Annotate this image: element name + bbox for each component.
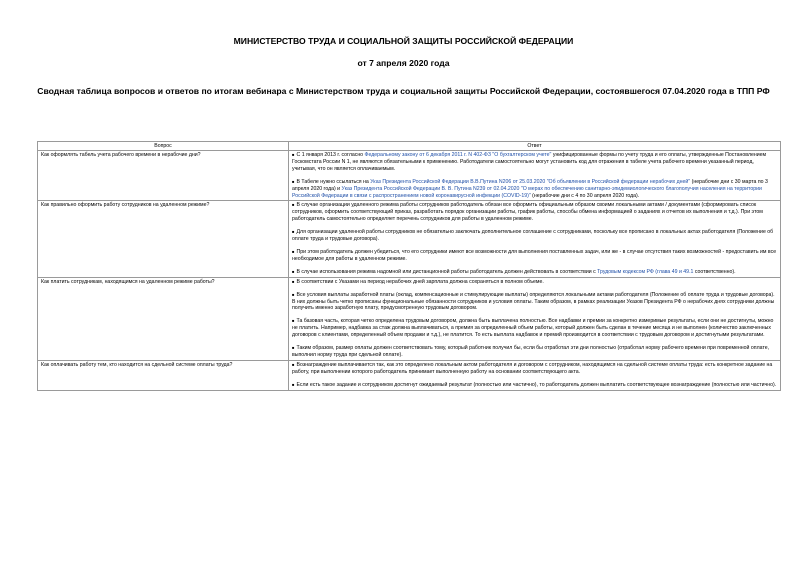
bullet-icon: ■ [292,361,296,367]
bullet-icon: ■ [292,268,296,274]
question-cell [38,201,289,277]
question-cell [38,277,289,360]
answer-paragraph [292,362,777,376]
table-row [38,360,781,390]
answer-text: В соответствии с Указами на период нерабочих дней зарплата должна сохраняться в полном объеме. [296,278,544,285]
answer-text: В случае использования режима надомной или дистанционной работы работодатель должен действовать в соответствии с [296,268,598,275]
answer-text: Если есть такое задание и сотрудником достигнут ожидаемый результат (полностью или частично), то работодатель должен выплатить соответствующее вознаграждение (полностью или частично). [296,381,777,388]
answer-text: Вознаграждение выплачивается так, как это определено локальным актом работодателя и договором с сотрудником, находящимся на сдельной системе оплаты труда: есть конкретное задание на работу, при выполнении которого работодатель принимает выполненную работу на основании соответствующего акта. [292,361,773,375]
answer-paragraph [292,382,777,389]
question-text: Как правильно оформить работу сотрудников на удаленном режиме? [41,202,210,209]
ministry-heading: МИНИСТЕРСТВО ТРУДА И СОЦИАЛЬНОЙ ЗАЩИТЫ РОССИЙСКОЙ ФЕДЕРАЦИИ [233,36,574,46]
bullet-icon: ■ [292,318,296,324]
question-text: Как платить сотрудникам, находящимся на удаленном режиме работы? [41,278,215,285]
answer-text: В случае организации удаленного режима работы сотрудников работодатель обязан все оформить официальным образом своими локальными актами / документами (сформировать список сотрудников, оформить соответствующий приказ, разработать порядок организации работы, график работы, способы обмена информацией о заданиях и отчетов их выполнения и т.д.). При этом работодатель самостоятельно определяет перечень сотрудников для работы в удаленном режиме. [292,202,763,223]
table-header-row [38,142,781,151]
bullet-icon: ■ [292,229,296,235]
legal-reference-link[interactable]: Трудовым кодексом РФ (глава 49 и 49.1 [597,268,694,275]
table-row [38,151,781,201]
answer-paragraph [292,152,777,173]
answer-text: С 1 января 2013 г. согласно [296,152,365,158]
bullet-icon: ■ [292,202,296,208]
table-row [38,201,781,277]
question-text: Как оплачивать работу тем, кто находится на сдельной системе оплаты труда? [41,361,233,368]
answer-paragraph [292,179,777,200]
answer-text: Таким образом, размер оплаты должен соответствовать тому, который работник получил бы, если бы отработал эти дни полностью (отработал норму рабочего времени при повременной оплате, выполнил норму труда при сдельной оплате). [292,345,770,358]
table-body [38,151,781,391]
bullet-icon: ■ [292,291,296,297]
table-row [38,277,781,360]
answer-paragraph [292,269,777,276]
answer-paragraph [292,345,777,359]
answer-text: В Табеле нужно ссылаться на [296,178,371,185]
bullet-icon: ■ [292,248,296,254]
answer-paragraph [292,249,777,263]
answer-text: (нерабочие дни с 4 по 30 апреля 2020 года). [530,192,640,199]
answer-paragraph [292,292,777,313]
answer-text: Та базовая часть, которая четко определена трудовым договором, должна быть выплачена полностью. Все надбавки и премии за конкретно измеримые результаты, если они не достигнуты, можно не платить. Например, надбавка за стаж должна выплачиваться, а премия за определенный объем работы, который должен быть сделан в течение месяца и не выполнен (количество заключенных договоров с клиентами, определенный объем продажи и т.д.), не платится. То есть выплата надбавок и премий производится в соответствии с трудовым договором и достигнутыми результатами. [292,318,774,339]
bullet-icon: ■ [292,345,296,351]
answer-paragraph [292,279,777,286]
answer-text: При этом работодатель должен убедиться, что его сотрудники имеют все возможности для выполнения поставленных задач, или же - в случае отсутствия таких возможностей - предоставить им все необходимое для работы в удаленном режиме. [292,248,777,262]
bullet-icon: ■ [292,152,296,157]
column-header-question: Вопрос [38,142,289,151]
answer-paragraph [292,202,777,223]
answer-cell [289,201,781,277]
answer-text: унифицированные формы по учету труда и его оплаты, утвержденные Постановлением Госкомстата России N 1, не являются обязательными к применению. Работодатели самостоятельно могут установить код для отражения в табеле учета рабочего времени указанный период, учитывая, что он является оплачиваемым. [292,152,767,172]
answer-cell [289,151,781,201]
answer-text: Все условия выплаты заработной платы (оклад, компенсационные и стимулирующие выплаты) определяются локальными актами работодателя (Положение об оплате труда и трудовые договора). В них должны быть четко прописаны функциональные обязанности сотрудников и условия оплаты. Таким образом, в рамках реализации Указов Президента РФ о нерабочих днях сотрудники должны получить именно заработную плату, предусмотренную трудовым договором. [292,291,775,312]
answer-cell [289,360,781,390]
qa-table [37,141,781,391]
answer-paragraph [292,318,777,339]
answer-text: соответственно). [693,268,736,275]
bullet-icon: ■ [292,178,296,184]
answer-text: Для организации удаленной работы сотрудников не обязательно заключать дополнительное соглашение с сотрудниками, поскольку все прописано в локальных актах работодателя (Положение об оплате труда и трудовые договора). [292,229,774,243]
answer-cell [289,277,781,360]
legal-reference-link[interactable]: Федеральному закону от 6 декабря 2011 г. N 402-ФЗ "О бухгалтерском учете" [364,152,552,158]
column-header-answer: Ответ [289,142,781,151]
document-title: Сводная таблица вопросов и ответов по итогам вебинара с Министерством труда и социальной защиты Российской Федерации, состоявшегося 07.04.2020 года в ТПП РФ [37,86,770,96]
document-date: от 7 апреля 2020 года [357,58,450,68]
question-cell [38,360,289,390]
answer-paragraph [292,229,777,243]
question-text: Как оформлять табель учета рабочего времени в нерабочие дни? [41,152,201,158]
legal-reference-link[interactable]: Указ Президента Российской Федерации В.В.Путина N206 от 25.03.2020 "Об объявлении в Российской федерации нерабочих дней" [370,178,691,185]
question-cell [38,151,289,201]
bullet-icon: ■ [292,381,296,387]
answer-text: (нерабочие дни с 30 марта по 3 апреля 2020 года) и [292,178,768,192]
bullet-icon: ■ [292,278,296,284]
legal-reference-link[interactable]: Указ Президента Российской Федерации В. В. Путина N239 от 02.04.2020 "О мерах по обеспечению санитарно-эпидемиологического благополучия населения на территории Российской Федерации в связи с распространением новой коронавирусной инфекции (COVID-19)" [292,185,762,199]
